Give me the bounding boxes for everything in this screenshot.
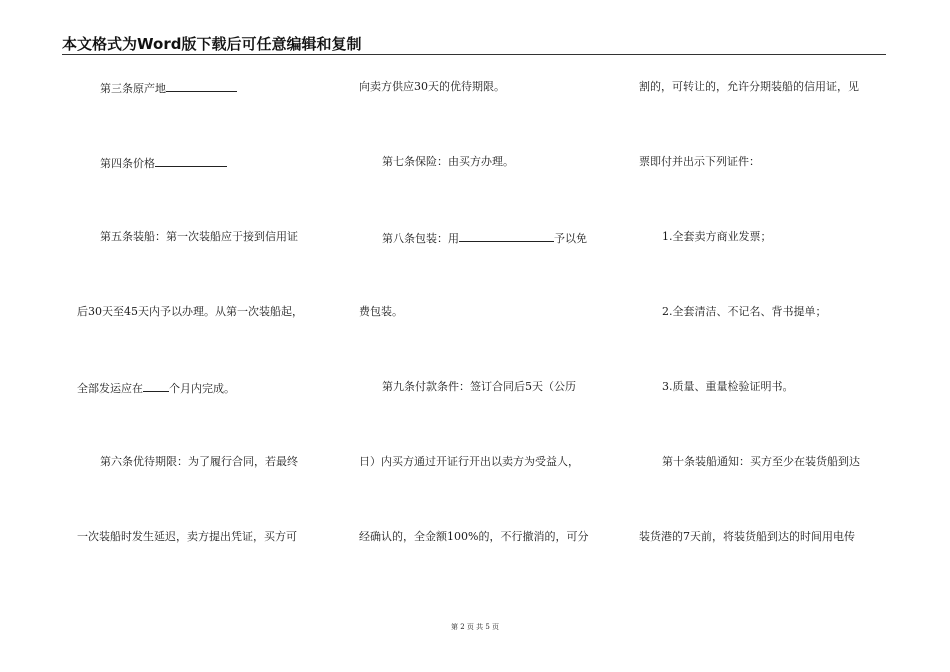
blank-origin bbox=[166, 80, 237, 92]
col2-line-1: 向卖方供应30天的优待期限。 bbox=[359, 80, 505, 93]
col2-line-3: 第八条包装：用 予以免 bbox=[382, 232, 587, 245]
col1-line-7: 一次装船时发生延迟，卖方提出凭证，买方可 bbox=[77, 530, 297, 543]
col1-line-2: 第四条价格 bbox=[77, 155, 227, 171]
col1-line-1: 第三条原产地 bbox=[77, 80, 237, 96]
blank-packing bbox=[459, 230, 554, 242]
blank-months bbox=[143, 380, 169, 392]
col1-line-4: 后30天至45天内予以办理。从第一次装船起， bbox=[77, 305, 303, 318]
col3-line-7: 装货港的7天前，将装货船到达的时间用电传 bbox=[639, 530, 855, 543]
col2-line-6: 日）内买方通过开证行开出以卖方为受益人， bbox=[359, 455, 579, 468]
col2-line-4: 费包装。 bbox=[359, 305, 403, 318]
header-divider bbox=[62, 54, 886, 55]
document-header: 本文格式为Word版下载后可任意编辑和复制 bbox=[62, 35, 362, 53]
blank-price bbox=[155, 155, 227, 167]
col2-line-2: 第七条保险：由买方办理。 bbox=[382, 155, 514, 168]
col3-line-2: 票即付并出示下列证件： bbox=[639, 155, 760, 168]
col2-line-5: 第九条付款条件：签订合同后5天（公历 bbox=[382, 380, 576, 393]
col3-line-6: 第十条装船通知：买方至少在装货船到达 bbox=[662, 455, 860, 468]
col2-line-7: 经确认的，全金额100%的，不行撤消的，可分 bbox=[359, 530, 589, 543]
col3-line-3: 1.全套卖方商业发票； bbox=[662, 230, 772, 243]
col3-line-1: 割的，可转让的，允许分期装船的信用证，见 bbox=[639, 80, 859, 93]
col1-line-5: 全部发运应在 个月内完成。 bbox=[77, 382, 235, 395]
col1-line-6: 第六条优待期限：为了履行合同，若最终 bbox=[100, 455, 298, 468]
page-number: 第 2 页 共 5 页 bbox=[450, 623, 500, 631]
col3-line-4: 2.全套清洁、不记名、背书提单； bbox=[662, 305, 827, 318]
col1-line-3: 第五条装船：第一次装船应于接到信用证 bbox=[100, 230, 298, 243]
col3-line-5: 3.质量、重量检验证明书。 bbox=[662, 380, 794, 393]
